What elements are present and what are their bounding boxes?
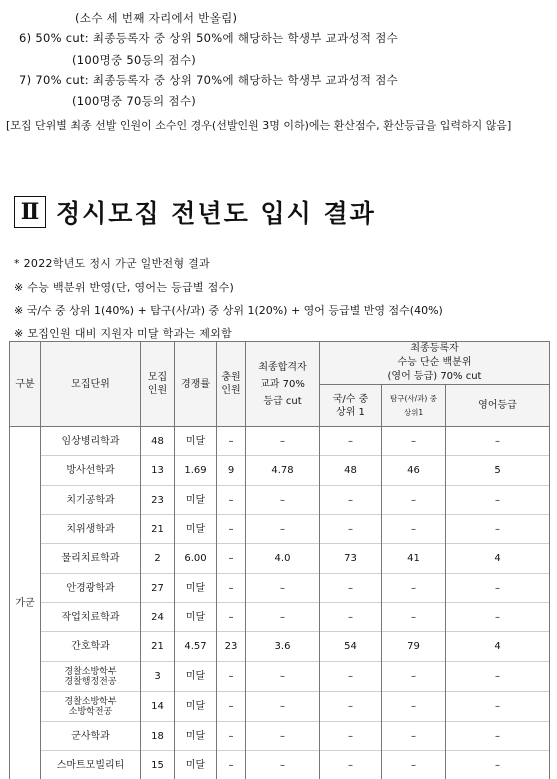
cut-cell: 4.0 — [246, 544, 320, 574]
competition-cell: 미달 — [175, 722, 217, 751]
inquiry-cell: – — [382, 692, 446, 722]
bullet-1: * 2022학년도 정시 가군 일반전형 결과 — [14, 255, 210, 271]
recruit-cell: 13 — [141, 456, 175, 486]
competition-cell: 미달 — [175, 692, 217, 722]
inquiry-cell: 46 — [382, 456, 446, 486]
cut-cell: – — [246, 722, 320, 751]
cut-cell: – — [246, 751, 320, 779]
recruit-cell: 14 — [141, 692, 175, 722]
header-inquiry: 탐구(사/과) 중 상위1 — [382, 385, 446, 427]
inquiry-cell: – — [382, 574, 446, 603]
recruit-cell: 2 — [141, 544, 175, 574]
korean-math-cell: – — [320, 751, 382, 779]
unit-cell: 치위생학과 — [41, 515, 141, 544]
recruit-cell: 48 — [141, 427, 175, 456]
recruit-cell: 18 — [141, 722, 175, 751]
table-row — [10, 722, 550, 751]
table-row — [10, 427, 550, 456]
section-number-box: Ⅱ — [14, 196, 46, 228]
competition-cell: 6.00 — [175, 544, 217, 574]
english-cell: 4 — [446, 544, 550, 574]
unit-cell: 경찰소방학부 소방학전공 — [41, 692, 141, 722]
inquiry-cell: – — [382, 515, 446, 544]
korean-math-cell: – — [320, 662, 382, 692]
total-cell: 23 — [217, 632, 246, 662]
header-recruit: 모집 인원 — [141, 342, 175, 427]
header-total: 충원 인원 — [217, 342, 246, 427]
note-line-4: 7) 70% cut: 최종등록자 중 상위 70%에 해당하는 학생부 교과성적 점수 — [19, 72, 398, 88]
cut-cell: 4.78 — [246, 456, 320, 486]
total-cell: – — [217, 603, 246, 632]
recruit-cell: 23 — [141, 486, 175, 515]
header-competition: 경쟁률 — [175, 342, 217, 427]
korean-math-cell: – — [320, 603, 382, 632]
competition-cell: 미달 — [175, 603, 217, 632]
competition-cell: 미달 — [175, 574, 217, 603]
table-row — [10, 544, 550, 574]
recruit-cell: 21 — [141, 632, 175, 662]
inquiry-cell: – — [382, 722, 446, 751]
inquiry-cell: 79 — [382, 632, 446, 662]
bullet-2: ※ 수능 백분위 반영(단, 영어는 등급별 점수) — [14, 279, 234, 295]
recruit-cell: 15 — [141, 751, 175, 779]
table-row — [10, 632, 550, 662]
total-cell: – — [217, 544, 246, 574]
unit-cell: 군사학과 — [41, 722, 141, 751]
competition-cell: 1.69 — [175, 456, 217, 486]
total-cell: – — [217, 692, 246, 722]
table-row — [10, 692, 550, 722]
header-korean-math: 국/수 중 상위 1 — [320, 385, 382, 427]
table-row — [10, 515, 550, 544]
recruit-cell: 21 — [141, 515, 175, 544]
note-line-3: (100명중 50등의 점수) — [72, 52, 196, 68]
english-cell: 4 — [446, 632, 550, 662]
bullet-4: ※ 모집인원 대비 지원자 미달 학과는 제외함 — [14, 325, 232, 341]
total-cell: – — [217, 574, 246, 603]
competition-cell: 미달 — [175, 486, 217, 515]
bullet-3: ※ 국/수 중 상위 1(40%) + 탐구(사/과) 중 상위 1(20%) + 영어 등급별 반영 점수(40%) — [14, 302, 443, 318]
korean-math-cell: 73 — [320, 544, 382, 574]
inquiry-cell: – — [382, 603, 446, 632]
recruit-cell: 3 — [141, 662, 175, 692]
competition-cell: 미달 — [175, 751, 217, 779]
korean-math-cell: – — [320, 427, 382, 456]
unit-cell: 물리치료학과 — [41, 544, 141, 574]
inquiry-cell: – — [382, 751, 446, 779]
korean-math-cell: 54 — [320, 632, 382, 662]
competition-cell: 미달 — [175, 515, 217, 544]
unit-cell: 안경광학과 — [41, 574, 141, 603]
header-unit: 모집단위 — [41, 342, 141, 427]
korean-math-cell: 48 — [320, 456, 382, 486]
competition-cell: 미달 — [175, 427, 217, 456]
competition-cell: 4.57 — [175, 632, 217, 662]
unit-cell: 간호학과 — [41, 632, 141, 662]
table-row — [10, 486, 550, 515]
english-cell: – — [446, 751, 550, 779]
cut-cell: – — [246, 486, 320, 515]
table-row — [10, 603, 550, 632]
english-cell: – — [446, 722, 550, 751]
english-cell: – — [446, 692, 550, 722]
english-cell: – — [446, 662, 550, 692]
note-line-2: 6) 50% cut: 최종등록자 중 상위 50%에 해당하는 학생부 교과성적 점수 — [19, 30, 398, 46]
inquiry-cell: – — [382, 427, 446, 456]
english-cell: – — [446, 427, 550, 456]
cut-cell: – — [246, 427, 320, 456]
unit-cell: 임상병리학과 — [41, 427, 141, 456]
inquiry-cell: – — [382, 486, 446, 515]
recruit-cell: 24 — [141, 603, 175, 632]
competition-cell: 미달 — [175, 662, 217, 692]
unit-cell: 스마트모빌리티 — [41, 751, 141, 779]
group-cell: 가군 — [10, 427, 41, 779]
cut-cell: 3.6 — [246, 632, 320, 662]
english-cell: – — [446, 515, 550, 544]
english-cell: 5 — [446, 456, 550, 486]
header-group: 구분 — [10, 342, 41, 427]
inquiry-cell: 41 — [382, 544, 446, 574]
section-title: 정시모집 전년도 입시 결과 — [56, 194, 376, 230]
total-cell: 9 — [217, 456, 246, 486]
table-row — [10, 574, 550, 603]
total-cell: – — [217, 486, 246, 515]
table-row — [10, 751, 550, 779]
total-cell: – — [217, 722, 246, 751]
cut-cell: – — [246, 515, 320, 544]
header-enrolled: 최종등록자 수능 단순 백분위 (영어 등급) 70% cut — [320, 342, 550, 385]
unit-cell: 경찰소방학부 경찰행정전공 — [41, 662, 141, 692]
korean-math-cell: – — [320, 515, 382, 544]
admission-results-table — [9, 341, 550, 779]
korean-math-cell: – — [320, 692, 382, 722]
total-cell: – — [217, 662, 246, 692]
header-english: 영어등급 — [446, 385, 550, 427]
korean-math-cell: – — [320, 486, 382, 515]
note-line-1: (소수 세 번째 자리에서 반올림) — [75, 10, 237, 26]
header-final-cut: 최종합격자 교과 70% 등급 cut — [246, 342, 320, 427]
cut-cell: – — [246, 662, 320, 692]
unit-cell: 작업치료학과 — [41, 603, 141, 632]
cut-cell: – — [246, 603, 320, 632]
note-line-6: [모집 단위별 최종 선발 인원이 소수인 경우(선발인원 3명 이하)에는 환산점수, 환산등급을 입력하지 않음] — [6, 117, 511, 133]
total-cell: – — [217, 515, 246, 544]
english-cell: – — [446, 603, 550, 632]
table-row — [10, 662, 550, 692]
english-cell: – — [446, 574, 550, 603]
inquiry-cell: – — [382, 662, 446, 692]
unit-cell: 치기공학과 — [41, 486, 141, 515]
unit-cell: 방사선학과 — [41, 456, 141, 486]
total-cell: – — [217, 427, 246, 456]
cut-cell: – — [246, 574, 320, 603]
cut-cell: – — [246, 692, 320, 722]
korean-math-cell: – — [320, 574, 382, 603]
english-cell: – — [446, 486, 550, 515]
table-row — [10, 456, 550, 486]
recruit-cell: 27 — [141, 574, 175, 603]
note-line-5: (100명중 70등의 점수) — [72, 93, 196, 109]
korean-math-cell: – — [320, 722, 382, 751]
total-cell: – — [217, 751, 246, 779]
